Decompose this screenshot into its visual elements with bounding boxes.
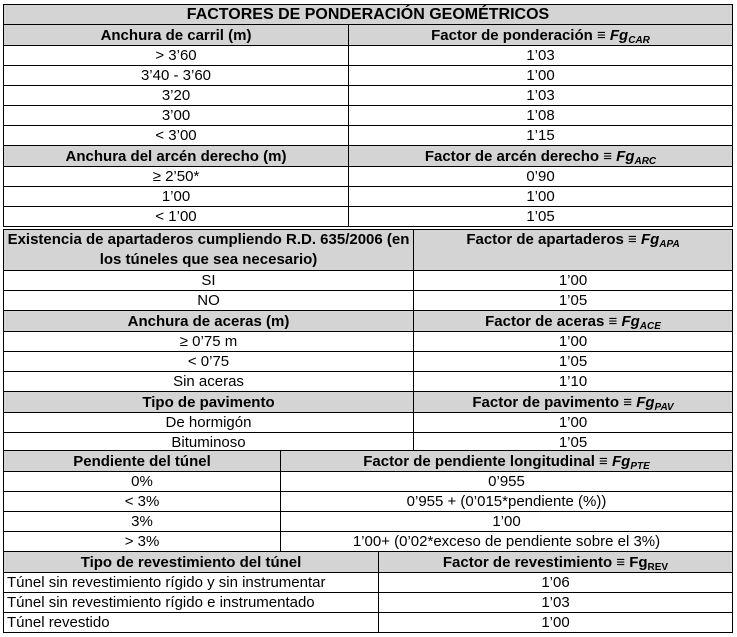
pendiente-row-2-factor: 0’955 + (0’015*pendiente (%)) [281,492,733,512]
header-pendiente: Pendiente del túnel [4,451,281,472]
revestimiento-row-1-factor: 1’06 [379,573,733,593]
revestimiento-row-2-type: Túnel sin revestimiento rígido e instrumentado [4,593,379,613]
carril-row-2-width: 3’40 - 3’60 [4,66,349,86]
aceras-row-2-factor: 1’05 [414,352,733,372]
pavimento-row-1-factor: 1’00 [414,413,733,433]
pendiente-row-1-factor: 0’955 [281,472,733,492]
arcen-row-1-factor: 0’90 [349,167,733,187]
header-apartaderos: Existencia de apartaderos cumpliendo R.D. 635/2006 (en los túneles que sea necesario) [4,230,414,271]
apartaderos-row-1-value: SI [4,271,414,291]
pendiente-row-1-value: 0% [4,472,281,492]
pendiente-row-3-value: 3% [4,512,281,532]
table-pendiente [3,450,733,552]
arcen-row-1-width: ≥ 2’50* [4,167,349,187]
header-factor-arcen: Factor de arcén derecho ≡ $Fg_{ARC}$ [349,146,733,167]
carril-row-4-width: 3’00 [4,106,349,126]
pavimento-row-2-type: Bituminoso [4,433,414,453]
header-anchura-arcen: Anchura del arcén derecho (m) [4,146,349,167]
aceras-row-2-width: < 0’75 [4,352,414,372]
carril-row-3-width: 3’20 [4,86,349,106]
pendiente-row-3-factor: 1’00 [281,512,733,532]
aceras-row-3-factor: 1’10 [414,372,733,392]
arcen-row-3-width: < 1’00 [4,207,349,227]
header-anchura-carril: Anchura de carril (m) [4,25,349,46]
carril-row-5-width: < 3’00 [4,126,349,146]
carril-row-1-factor: 1’03 [349,46,733,66]
header-factor-apartaderos: Factor de apartaderos ≡ $Fg_{APA}$ [414,230,733,271]
carril-row-3-factor: 1’03 [349,86,733,106]
revestimiento-row-3-factor: 1’00 [379,613,733,633]
table-title: FACTORES DE PONDERACIÓN GEOMÉTRICOS [4,5,733,25]
pendiente-row-2-value: < 3% [4,492,281,512]
apartaderos-row-1-factor: 1’00 [414,271,733,291]
carril-row-5-factor: 1’15 [349,126,733,146]
header-factor-pendiente: Factor de pendiente longitudinal ≡ $Fg_{PTE}$ [281,451,733,472]
apartaderos-row-2-factor: 1’05 [414,291,733,311]
apartaderos-row-2-value: NO [4,291,414,311]
pendiente-row-4-factor: 1’00+ (0’02*exceso de pendiente sobre el 3%) [281,532,733,552]
header-anchura-aceras: Anchura de aceras (m) [4,311,414,332]
table-geometric-factors-top [3,4,733,227]
header-tipo-revestimiento: Tipo de revestimiento del túnel [4,552,379,573]
header-factor-revestimiento: Factor de revestimiento ≡ $Fg_{REV}$ [379,552,733,573]
carril-row-1-width: > 3’60 [4,46,349,66]
aceras-row-1-factor: 1’00 [414,332,733,352]
pendiente-row-4-value: > 3% [4,532,281,552]
header-factor-ponderacion: Factor de ponderación ≡ $Fg_{CAR}$ [349,25,733,46]
arcen-row-3-factor: 1’05 [349,207,733,227]
aceras-row-3-width: Sin aceras [4,372,414,392]
pavimento-row-1-type: De hormigón [4,413,414,433]
arcen-row-2-width: 1’00 [4,187,349,207]
table-revestimiento [3,551,733,633]
aceras-row-1-width: ≥ 0’75 m [4,332,414,352]
pavimento-row-2-factor: 1’05 [414,433,733,453]
carril-row-2-factor: 1’00 [349,66,733,86]
revestimiento-row-2-factor: 1’03 [379,593,733,613]
carril-row-4-factor: 1’08 [349,106,733,126]
arcen-row-2-factor: 1’00 [349,187,733,207]
table-geometric-factors-middle [3,229,733,453]
header-tipo-pavimento: Tipo de pavimento [4,392,414,413]
header-factor-pavimento: Factor de pavimento ≡ $Fg_{PAV}$ [414,392,733,413]
revestimiento-row-3-type: Túnel revestido [4,613,379,633]
revestimiento-row-1-type: Túnel sin revestimiento rígido y sin instrumentar [4,573,379,593]
header-factor-aceras: Factor de aceras ≡ $Fg_{ACE}$ [414,311,733,332]
